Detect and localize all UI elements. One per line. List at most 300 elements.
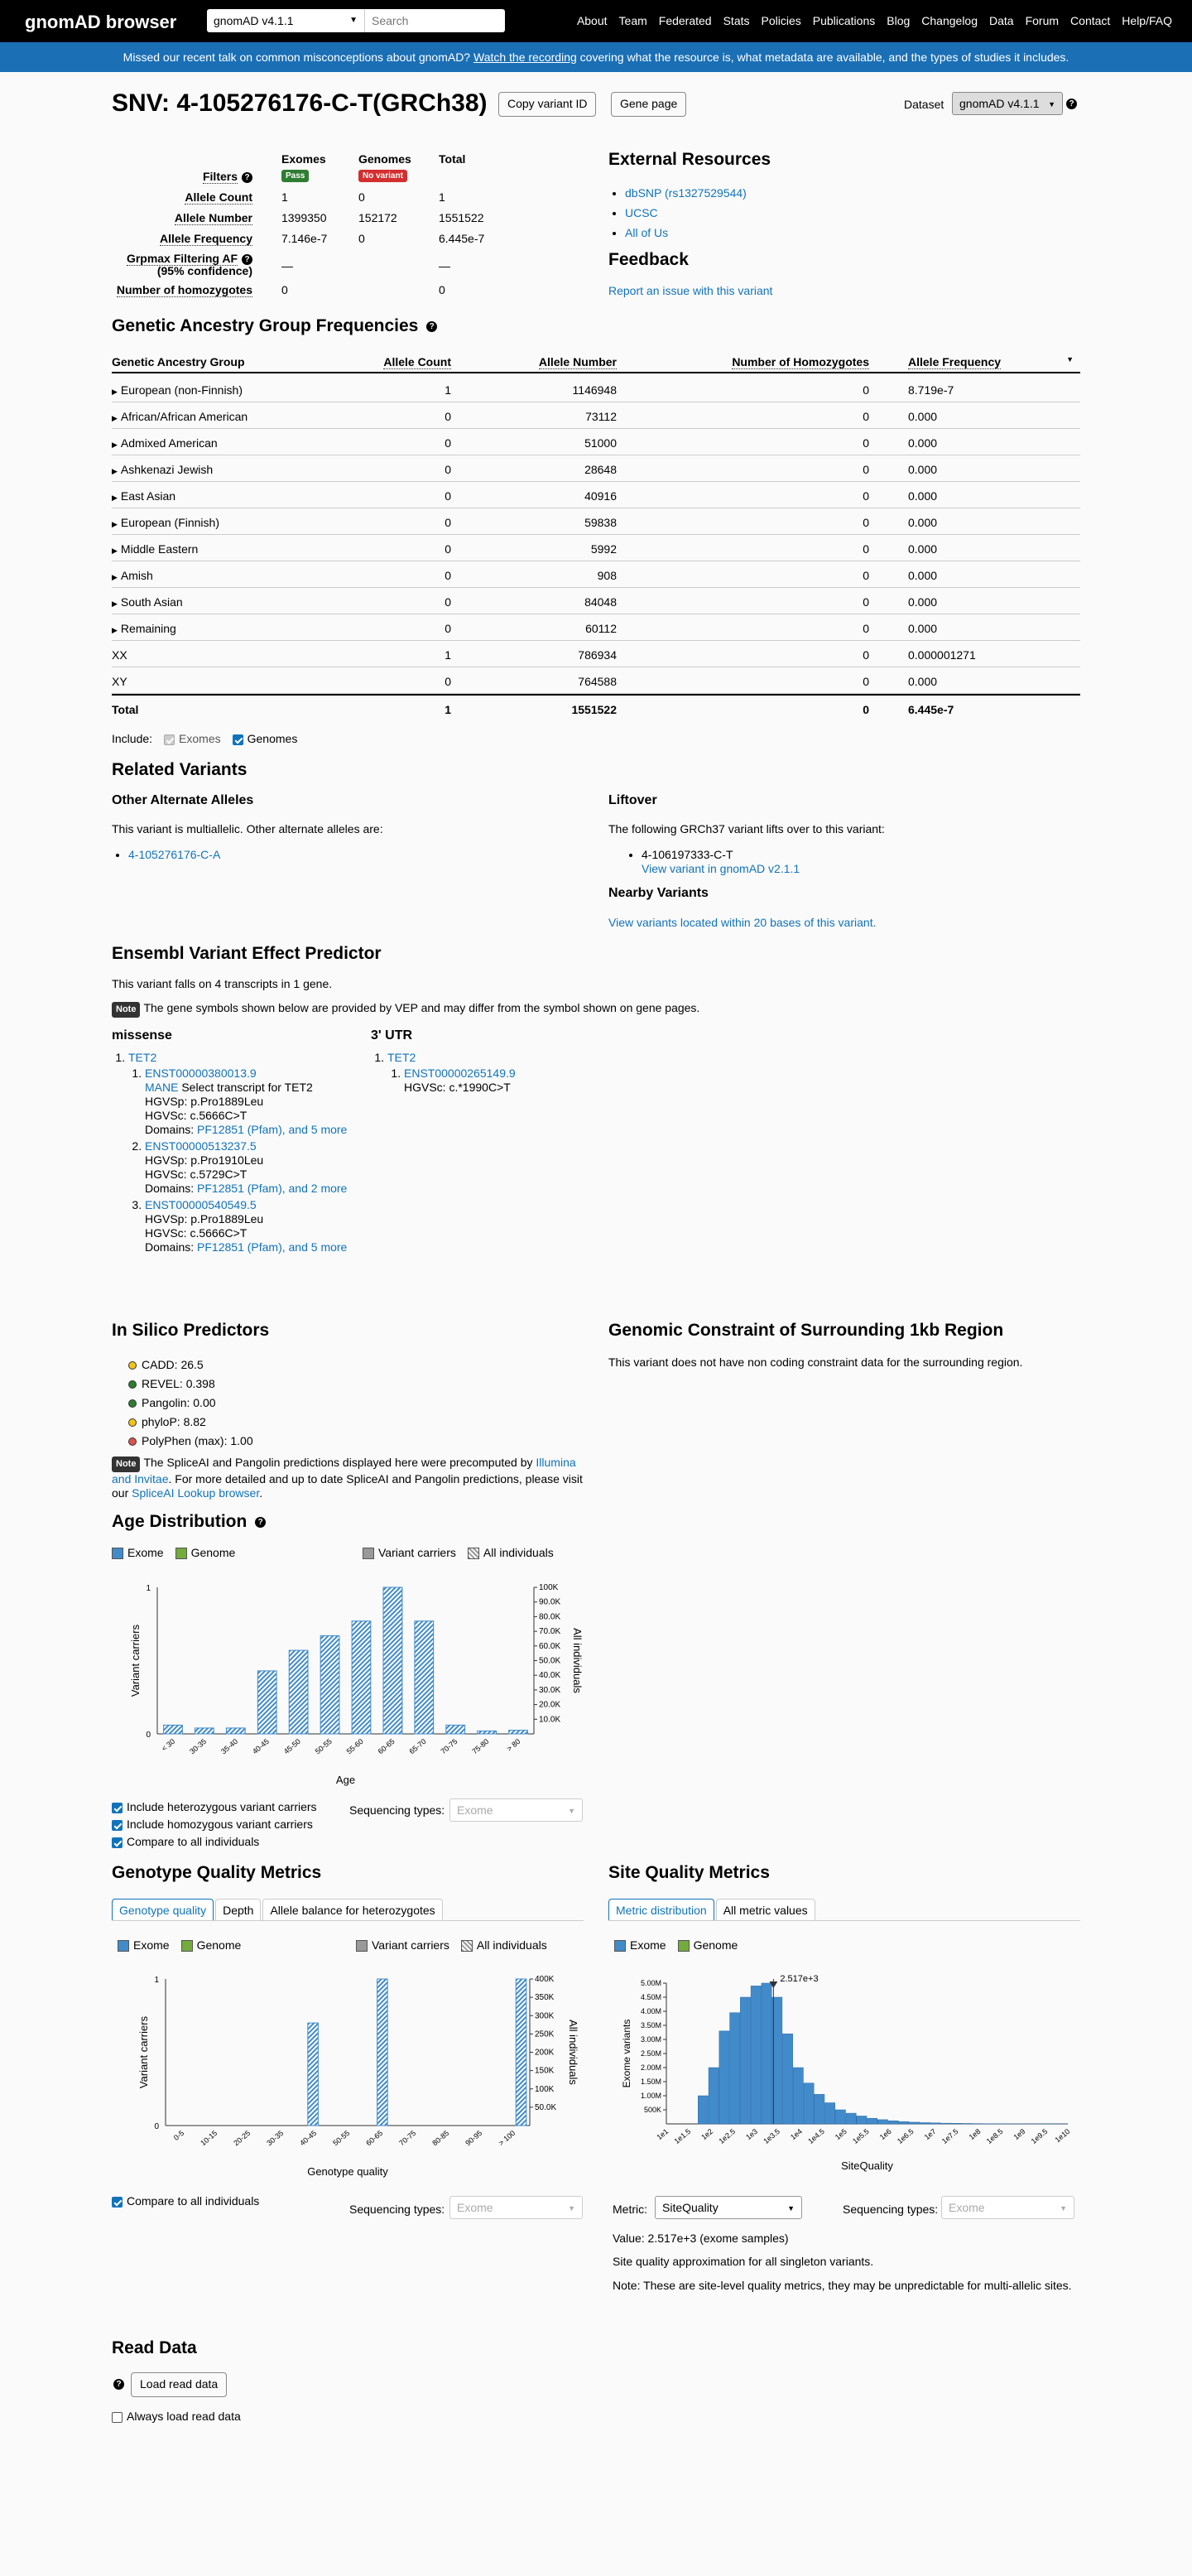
histogram-bar <box>698 2096 708 2124</box>
histogram-bar <box>751 1986 761 2124</box>
y-tick-label: 5.00M <box>640 1979 661 1987</box>
dataset-select[interactable]: gnomAD v4.1.1 ▼ <box>207 9 364 32</box>
x-tick-label: 70-75 <box>439 1736 459 1756</box>
sq-seq-label: Sequencing types: <box>843 2203 939 2216</box>
table-row[interactable]: ▶ European (Finnish) 0 59838 0 0.000 <box>112 508 1080 535</box>
histogram-bar <box>719 2031 729 2124</box>
summary-value: 7.146e-7 <box>281 232 328 245</box>
report-issue-link[interactable]: Report an issue with this variant <box>608 284 773 297</box>
vep-note: Note The gene symbols shown below are provided by VEP and may differ from the symbol shown on gene pages. <box>112 1001 699 1018</box>
bar-all-individuals <box>352 1621 371 1734</box>
y-tick-label: 1.50M <box>640 2078 661 2086</box>
status-dot-icon <box>128 1399 137 1408</box>
table-row[interactable]: ▶ East Asian 0 40916 0 0.000 <box>112 482 1080 508</box>
sort-desc-icon[interactable]: ▼ <box>1066 355 1074 364</box>
help-icon[interactable]: ? <box>113 2379 124 2390</box>
nav-link-stats[interactable]: Stats <box>723 14 750 27</box>
gq-legend-exome: Exome Genome <box>118 1938 241 1952</box>
column-header[interactable]: Genetic Ancestry Group <box>112 355 245 368</box>
checkbox-icon <box>233 734 243 745</box>
tab-genotype-quality[interactable]: Genotype quality <box>112 1899 214 1921</box>
x-tick-label: 65-70 <box>407 1736 428 1756</box>
histogram-bar <box>835 2110 845 2124</box>
y2-tick-label: 40.0K <box>539 1671 561 1681</box>
x-tick-label: 1e1.5 <box>672 2126 693 2146</box>
y2-tick-label: 250K <box>535 2030 555 2039</box>
x-tick-label: 70-75 <box>397 2128 418 2148</box>
table-row[interactable]: ▶ Amish 0 908 0 0.000 <box>112 561 1080 588</box>
predictor-item: CADD: 26.5 <box>128 1355 253 1375</box>
nav-link-contact[interactable]: Contact <box>1070 14 1111 27</box>
summary-value: 6.445e-7 <box>439 232 485 245</box>
include-controls: Include: Exomes Genomes <box>112 732 298 745</box>
gq-legend-carriers: Variant carriers All individuals <box>356 1938 547 1952</box>
x-tick-label: 1e7 <box>922 2126 938 2142</box>
transcript-link[interactable]: ENST00000540549.5 <box>145 1198 257 1211</box>
mane-link[interactable]: MANE <box>145 1081 179 1094</box>
table-row[interactable]: ▶ South Asian 0 84048 0 0.000 <box>112 588 1080 614</box>
nav-link-about[interactable]: About <box>576 14 608 27</box>
y2-tick-label: 150K <box>535 2066 555 2076</box>
bar-all-individuals <box>478 1731 497 1734</box>
status-dot-icon <box>128 1418 137 1427</box>
predictor-item: REVEL: 0.398 <box>128 1375 253 1394</box>
histogram-bar <box>815 2094 824 2124</box>
dataset-label: Dataset <box>904 98 944 111</box>
metric-label: Metric: <box>613 2203 647 2216</box>
x-tick-label: 1e4 <box>789 2126 804 2142</box>
gq-seq-select[interactable]: Exome ▼ <box>449 2196 583 2219</box>
table-row[interactable]: ▶ European (non-Finnish) 1 1146948 0 8.719e-7 <box>112 376 1080 402</box>
top-navbar <box>0 0 1192 42</box>
exomes-checkbox[interactable]: Exomes <box>164 732 221 745</box>
y-tick-label: 3.50M <box>640 2021 661 2030</box>
sq-legend: Exome Genome <box>614 1938 738 1952</box>
y-tick-label: 4.00M <box>640 2007 661 2015</box>
histogram-bar <box>782 2034 792 2124</box>
nav-link-data[interactable]: Data <box>989 14 1014 27</box>
vep-title: Ensembl Variant Effect Predictor <box>112 944 382 963</box>
page-dataset-select[interactable]: gnomAD v4.1.1 ▼ <box>952 92 1063 115</box>
status-dot-icon <box>128 1437 137 1446</box>
summary-value: 0 <box>358 190 365 204</box>
tick-label: 1 <box>146 1584 151 1593</box>
y2-tick-label: 400K <box>535 1975 555 1984</box>
age-options <box>112 1798 317 1851</box>
status-dot-icon <box>128 1361 137 1370</box>
summary-value: — <box>439 259 450 272</box>
related-variants-title: Related Variants <box>112 760 248 779</box>
tick-label: 0 <box>146 1731 151 1740</box>
expand-caret-icon[interactable]: ▶ <box>112 441 118 449</box>
y-axis-label: Variant carriers <box>129 1624 142 1697</box>
exome-filter-badge: Pass <box>281 170 309 182</box>
x-tick-label: 1e1 <box>655 2126 670 2142</box>
x-tick-label: 1e2 <box>699 2126 715 2142</box>
other-alleles-text: This variant is multiallelic. Other alternate alleles are: <box>112 822 383 835</box>
histogram-bar <box>877 2120 887 2124</box>
y2-tick-label: 200K <box>535 2048 555 2058</box>
liftover-title: Liftover <box>608 793 657 807</box>
predictor-item: PolyPhen (max): 1.00 <box>128 1432 253 1451</box>
summary-value: 0 <box>439 283 445 296</box>
sq-tabs <box>608 1899 817 1920</box>
sq-seq-select[interactable]: Exome ▼ <box>941 2196 1074 2219</box>
x-tick-label: 1e7.5 <box>940 2126 960 2146</box>
missense-title: missense <box>112 1028 172 1042</box>
y-tick-label: 3.00M <box>640 2035 661 2044</box>
x-tick-label: 1e6 <box>877 2126 893 2142</box>
summary-label: Number of homozygotes <box>116 283 252 296</box>
summary-value: 0 <box>281 283 288 296</box>
summary-value: 1 <box>281 190 288 204</box>
y-tick-label: 1.00M <box>640 2092 661 2100</box>
x-tick-label: < 30 <box>160 1736 177 1753</box>
x-tick-label: > 80 <box>505 1736 522 1753</box>
age-seq-label: Sequencing types: <box>349 1803 445 1817</box>
genomes-checkbox[interactable]: Genomes <box>233 732 298 745</box>
sq-title: Site Quality Metrics <box>608 1863 770 1882</box>
x-tick-label: 1e2.5 <box>717 2126 738 2146</box>
genome-filter-badge: No variant <box>358 170 407 182</box>
het-checkbox[interactable]: Include heterozygous variant carriers <box>112 1798 317 1816</box>
chevron-down-icon: ▼ <box>568 1807 575 1815</box>
y2-tick-label: 10.0K <box>539 1715 561 1725</box>
x-tick-label: 1e8.5 <box>984 2126 1005 2146</box>
histogram-bar <box>910 2122 920 2124</box>
transcript-link[interactable]: ENST00000513237.5 <box>145 1139 257 1153</box>
always-load-checkbox[interactable]: Always load read data <box>112 2410 241 2423</box>
y2-axis-label: All individuals <box>567 2020 579 2085</box>
bar-all-individuals <box>195 1728 214 1734</box>
bar-all-individuals <box>257 1671 276 1734</box>
y2-tick-label: 50.0K <box>535 2102 557 2112</box>
x-tick-label: 80-85 <box>430 2128 451 2148</box>
x-tick-label: 50-55 <box>313 1736 334 1756</box>
x-tick-label: 10-15 <box>199 2128 219 2148</box>
y2-tick-label: 70.0K <box>539 1627 561 1637</box>
expand-caret-icon[interactable]: ▶ <box>112 599 118 608</box>
checkbox-icon <box>112 1837 123 1848</box>
y-axis-label: Variant carriers <box>137 2015 150 2089</box>
help-icon[interactable]: ? <box>1066 99 1077 109</box>
y2-tick-label: 300K <box>535 2011 555 2021</box>
x-tick-label: 40-45 <box>298 2128 319 2148</box>
nav-link-policies[interactable]: Policies <box>761 14 801 27</box>
summary-label: Grpmax Filtering AF ? (95% confidence) <box>126 252 252 277</box>
x-tick-label: 60-65 <box>364 2128 385 2148</box>
tab-depth[interactable]: Depth <box>215 1899 261 1921</box>
x-axis-label: Age <box>335 1774 356 1786</box>
x-tick-label: 20-25 <box>232 2128 252 2148</box>
checkbox-icon <box>164 734 175 745</box>
gq-seq-label: Sequencing types: <box>349 2203 445 2216</box>
summary-label: Allele Count <box>185 190 252 204</box>
external-resources-title: External Resources <box>608 150 771 169</box>
transcript-link[interactable]: ENST00000380013.9 <box>145 1067 257 1080</box>
histogram-bar <box>930 2123 940 2124</box>
gq-compare-checkbox[interactable]: Compare to all individuals <box>112 2194 259 2208</box>
histogram-bar <box>804 2083 814 2124</box>
predictor-item: Pangolin: 0.00 <box>128 1394 253 1413</box>
x-tick-label: 0-5 <box>171 2128 186 2142</box>
summary-value: 1551522 <box>439 211 484 224</box>
expand-caret-icon[interactable]: ▶ <box>112 546 118 555</box>
histogram-bar <box>962 2123 972 2124</box>
total-row: Total 1 1551522 0 6.445e-7 <box>112 694 1080 720</box>
tick-label: 1 <box>154 1976 159 1985</box>
insilico-title: In Silico Predictors <box>112 1321 270 1340</box>
checkbox-icon <box>112 2412 123 2423</box>
tick-label: 0 <box>154 2122 159 2131</box>
expand-caret-icon[interactable]: ▶ <box>112 388 118 396</box>
filters-label: Filters ? <box>112 170 252 183</box>
age-title: Age Distribution ? <box>112 1512 266 1532</box>
y2-tick-label: 20.0K <box>539 1700 561 1710</box>
y-axis-label: Exome variants <box>621 2019 632 2088</box>
x-axis-label: Genotype quality <box>307 2165 388 2178</box>
load-read-data-button[interactable]: Load read data <box>131 2372 227 2397</box>
search-input[interactable] <box>364 9 505 32</box>
expand-caret-icon[interactable]: ▶ <box>112 414 118 422</box>
x-tick-label: 45-50 <box>281 1736 302 1756</box>
histogram-bar <box>846 2113 856 2124</box>
gq-title: Genotype Quality Metrics <box>112 1863 322 1882</box>
x-tick-label: > 100 <box>497 2128 517 2148</box>
checkbox-icon <box>112 1803 123 1813</box>
feedback-title: Feedback <box>608 250 689 269</box>
x-axis-label: SiteQuality <box>841 2160 893 2172</box>
nav-link-federated[interactable]: Federated <box>658 14 712 27</box>
y2-axis-label: All individuals <box>571 1628 584 1693</box>
age-legend-carriers: Variant carriers All individuals <box>363 1546 554 1559</box>
missense-list: 1. TET2 1. ENST00000380013.9 MANE Select transcript for TET2 HGVSp: p.Pro1889Leu HGVSc: c.5666C>T Domains: PF12851 (Pfam), and 5 more 2. ENST00000513237.5 HGVSp: p.Pro1910Leu HGVSc: c.5729C>T Domains: PF12851 (Pfam), and 2 more 3. ENST00000540549.5 HGVSp: p.Pro1889Leu HGVSc: c.5666C>T Domains: PF12851 (Pfam), and 5 more <box>128 1051 347 1254</box>
y2-tick-label: 30.0K <box>539 1685 561 1695</box>
all-of-us-link[interactable]: All of Us <box>625 226 669 239</box>
tab-all-metric-values[interactable]: All metric values <box>716 1899 815 1921</box>
x-tick-label: 30-35 <box>265 2128 286 2148</box>
bar-all-individuals <box>289 1650 308 1734</box>
bar-all-individuals <box>164 1725 183 1734</box>
summary-value: 1399350 <box>281 211 327 224</box>
domains-link[interactable]: PF12851 (Pfam), and 5 more <box>197 1240 348 1254</box>
chevron-down-icon: ▼ <box>1048 100 1055 108</box>
predictor-item: phyloP: 8.82 <box>128 1413 253 1432</box>
histogram-bar <box>793 2068 803 2124</box>
x-tick-label: 40-45 <box>250 1736 271 1756</box>
x-tick-label: 30-35 <box>188 1736 209 1756</box>
summary-value: 0 <box>358 232 365 245</box>
nav-links <box>565 14 1172 27</box>
tab-allele-balance[interactable]: Allele balance for heterozygotes <box>262 1899 442 1921</box>
table-row[interactable]: ▶ Admixed American 0 51000 0 0.000 <box>112 429 1080 455</box>
nav-link-forum[interactable]: Forum <box>1025 14 1060 27</box>
predictor-list <box>128 1355 253 1451</box>
table-row[interactable]: ▶ Ashkenazi Jewish 0 28648 0 0.000 <box>112 455 1080 482</box>
table-row: XX 1 786934 0 0.000001271 <box>112 641 1080 667</box>
nearby-title: Nearby Variants <box>608 886 709 900</box>
x-tick-label: 1e9.5 <box>1029 2126 1050 2146</box>
y2-tick-label: 350K <box>535 1993 555 2003</box>
sq-description: Site quality approximation for all singleton variants. <box>613 2255 874 2268</box>
column-header[interactable]: Allele Frequency <box>908 355 1002 368</box>
app-logo[interactable]: gnomAD browser <box>25 12 177 32</box>
chevron-down-icon: ▼ <box>787 2204 795 2212</box>
y2-tick-label: 50.0K <box>539 1656 561 1666</box>
column-header[interactable]: Allele Count <box>383 355 451 368</box>
tab-metric-distribution[interactable]: Metric distribution <box>608 1899 714 1921</box>
summary-value: 152172 <box>358 211 397 224</box>
utr-list: 1. TET2 1. ENST00000265149.9 HGVSc: c.*1990C>T <box>387 1051 516 1095</box>
y-tick-label: 2.00M <box>640 2063 661 2072</box>
x-tick-label: 1e6.5 <box>895 2126 916 2146</box>
col-genomes: Genomes <box>358 152 411 166</box>
bar-all-individuals <box>226 1728 245 1734</box>
liftover-link[interactable]: View variant in gnomAD v2.1.1 <box>642 862 800 875</box>
liftover-text: The following GRCh37 variant lifts over to this variant: <box>608 822 885 835</box>
other-alleles-title: Other Alternate Alleles <box>112 793 254 807</box>
help-icon[interactable]: ? <box>242 254 252 265</box>
x-tick-label: 1e3.5 <box>762 2126 782 2146</box>
help-icon[interactable]: ? <box>426 321 437 332</box>
x-tick-label: 75-80 <box>470 1736 491 1756</box>
dbsnp-link[interactable]: dbSNP (rs1327529544) <box>625 186 747 200</box>
ucsc-link[interactable]: UCSC <box>625 206 658 219</box>
x-tick-label: 1e9 <box>1012 2126 1027 2142</box>
histogram-bar <box>709 2068 719 2124</box>
chevron-down-icon: ▼ <box>1060 2204 1067 2212</box>
compare-checkbox[interactable]: Compare to all individuals <box>112 1833 317 1851</box>
bar-all-individuals <box>377 1979 388 2126</box>
summary-label: Allele Frequency <box>159 232 252 245</box>
external-links <box>625 183 747 243</box>
table-row[interactable]: ▶ Middle Eastern 0 5992 0 0.000 <box>112 535 1080 561</box>
checkbox-icon <box>112 1820 123 1831</box>
chevron-down-icon: ▼ <box>349 16 358 25</box>
bar-variant-carriers <box>516 1979 526 2126</box>
sq-value: Value: 2.517e+3 (exome samples) <box>613 2232 789 2245</box>
metric-select[interactable]: SiteQuality ▼ <box>655 2196 802 2219</box>
hom-checkbox[interactable]: Include homozygous variant carriers <box>112 1816 317 1833</box>
column-header[interactable]: Number of Homozygotes <box>732 355 869 368</box>
gq-tabs <box>112 1899 445 1920</box>
expand-caret-icon[interactable]: ▶ <box>112 494 118 502</box>
bar-all-individuals <box>320 1635 339 1734</box>
help-icon[interactable]: ? <box>242 172 252 183</box>
help-icon[interactable]: ? <box>255 1517 266 1528</box>
y2-tick-label: 60.0K <box>539 1641 561 1651</box>
col-exomes: Exomes <box>281 152 326 166</box>
table-row[interactable]: ▶ Remaining 0 60112 0 0.000 <box>112 614 1080 641</box>
expand-caret-icon[interactable]: ▶ <box>112 520 118 528</box>
sq-note: Note: These are site-level quality metrics, they may be unpredictable for multi-allelic sites. <box>613 2279 1072 2292</box>
constraint-title: Genomic Constraint of Surrounding 1kb Region <box>608 1321 1004 1340</box>
x-tick-label: 50-55 <box>331 2128 352 2148</box>
histogram-bar <box>899 2121 909 2124</box>
histogram-bar <box>762 1983 771 2124</box>
nearby-link[interactable]: View variants located within 20 bases of this variant. <box>608 916 877 929</box>
ancestry-title: Genetic Ancestry Group Frequencies ? <box>112 316 437 336</box>
y-tick-label: 500K <box>643 2106 661 2114</box>
expand-caret-icon[interactable]: ▶ <box>112 626 118 634</box>
histogram-bar <box>824 2103 834 2125</box>
spliceai-lookup-link[interactable]: SpliceAI Lookup browser <box>132 1486 260 1500</box>
summary-value: 1 <box>439 190 445 204</box>
gene-link[interactable]: TET2 <box>387 1051 416 1064</box>
histogram-bar <box>868 2118 877 2124</box>
banner-link[interactable]: Watch the recording <box>473 51 577 64</box>
nav-link-changelog[interactable]: Changelog <box>921 14 978 27</box>
histogram-bar <box>888 2121 898 2124</box>
constraint-text: This variant does not have non coding constraint data for the surrounding region. <box>608 1355 1023 1369</box>
bar-all-individuals <box>308 2023 319 2126</box>
page-title: SNV: 4-105276176-C-T(GRCh38) <box>112 89 488 117</box>
x-tick-label: 90-95 <box>464 2128 484 2148</box>
vep-text: This variant falls on 4 transcripts in 1 gene. <box>112 977 333 990</box>
bar-all-individuals <box>446 1725 465 1734</box>
x-tick-label: 1e5.5 <box>851 2126 871 2146</box>
bar-all-individuals <box>509 1731 528 1734</box>
summary-label: Allele Number <box>174 211 252 224</box>
nav-link-publications[interactable]: Publications <box>812 14 876 27</box>
gene-link[interactable]: TET2 <box>128 1051 157 1064</box>
domains-link[interactable]: PF12851 (Pfam), and 5 more <box>197 1123 348 1136</box>
y2-tick-label: 100K <box>535 2084 555 2094</box>
transcript-link[interactable]: ENST00000265149.9 <box>404 1067 516 1080</box>
x-tick-label: 1e8 <box>967 2126 983 2142</box>
histogram-bar <box>952 2123 962 2124</box>
histogram-bar <box>857 2116 867 2124</box>
column-header[interactable]: Allele Number <box>538 355 617 368</box>
liftover-variant: 4-106197333-C-T <box>642 848 733 861</box>
spliceai-note: Note The SpliceAI and Pangolin predictions displayed here were precomputed by Illumina and Invitae. For more detailed and up to date SpliceAI and Pangolin predictions, please visit our SpliceAI Lookup browser. <box>112 1456 583 1500</box>
nav-link-team[interactable]: Team <box>618 14 647 27</box>
histogram-bar <box>740 1997 750 2124</box>
bar-all-individuals <box>415 1621 434 1734</box>
summary-value: — <box>281 259 293 272</box>
histogram-bar <box>730 2013 740 2124</box>
x-tick-label: 1e10 <box>1053 2126 1072 2145</box>
nav-link-help-faq[interactable]: Help/FAQ <box>1122 14 1172 27</box>
nav-link-blog[interactable]: Blog <box>887 14 911 27</box>
domains-link[interactable]: PF12851 (Pfam), and 2 more <box>197 1182 348 1195</box>
age-distribution-chart <box>112 1575 592 1790</box>
site-quality-chart <box>608 1958 1089 2182</box>
bar-variant-carriers <box>383 1587 402 1734</box>
expand-caret-icon[interactable]: ▶ <box>112 573 118 581</box>
marker-label: 2.517e+3 <box>780 1974 819 1984</box>
gene-page-button[interactable]: Gene page <box>611 92 686 117</box>
y-tick-label: 4.50M <box>640 1993 661 2001</box>
y2-tick-label: 100K <box>539 1583 559 1592</box>
histogram-bar <box>920 2122 930 2124</box>
chevron-down-icon: ▼ <box>568 2204 575 2212</box>
status-dot-icon <box>128 1380 137 1389</box>
checkbox-icon <box>112 2197 123 2208</box>
illumina-link[interactable]: Illumina and Invitae <box>112 1456 576 1485</box>
copy-variant-id-button[interactable]: Copy variant ID <box>498 92 596 117</box>
alt-allele-link[interactable]: 4-105276176-C-A <box>128 848 221 861</box>
y2-tick-label: 80.0K <box>539 1612 561 1622</box>
x-tick-label: 60-65 <box>376 1736 397 1756</box>
utr-title: 3' UTR <box>371 1028 413 1042</box>
table-row[interactable]: ▶ African/African American 0 73112 0 0.000 <box>112 402 1080 429</box>
x-tick-label: 1e4.5 <box>806 2126 826 2146</box>
expand-caret-icon[interactable]: ▶ <box>112 467 118 475</box>
announcement-banner: Missed our recent talk on common misconceptions about gnomAD? Watch the recording covering what the resource is, what metadata are available, and the types of studies it includes. <box>0 42 1192 72</box>
x-tick-label: 55-60 <box>344 1736 365 1756</box>
age-seq-select[interactable]: Exome ▼ <box>449 1798 583 1822</box>
